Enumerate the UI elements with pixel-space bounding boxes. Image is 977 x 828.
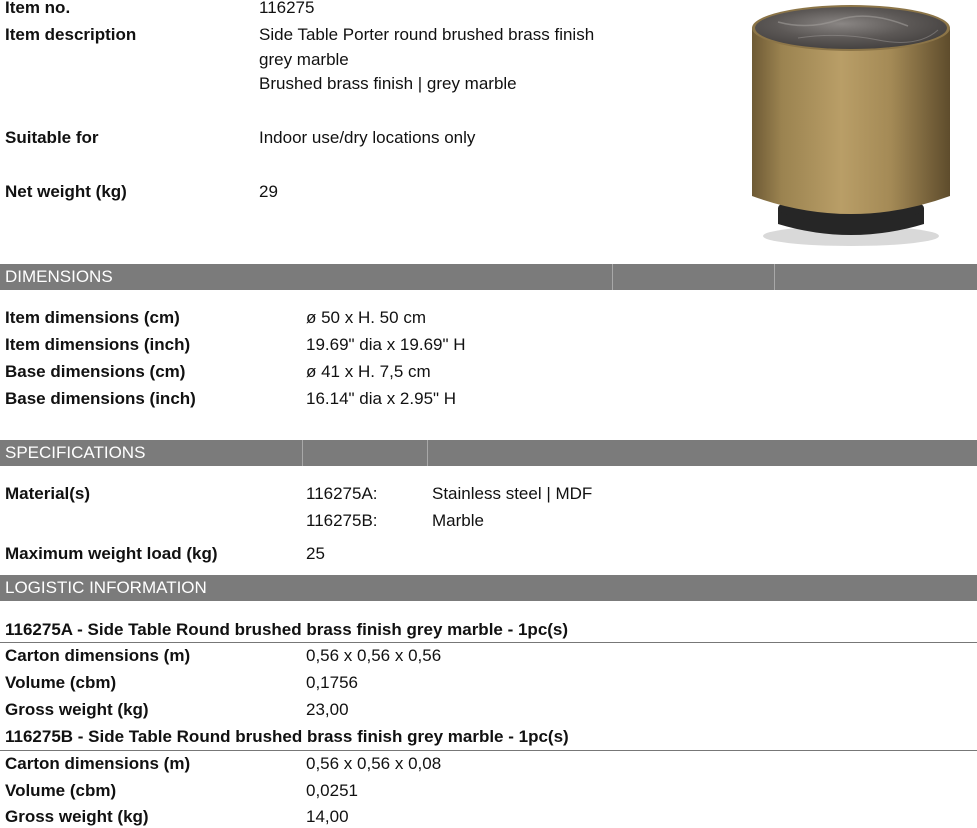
- specifications-header-label: SPECIFICATIONS: [5, 443, 146, 462]
- dimension-value: ø 41 x H. 7,5 cm: [306, 362, 431, 381]
- logistic-value: 0,1756: [306, 673, 358, 692]
- logistic-header-label: LOGISTIC INFORMATION: [5, 578, 207, 597]
- logistic-label: Volume (cbm): [5, 781, 117, 800]
- item-description-line: Brushed brass finish | grey marble: [259, 74, 517, 93]
- specifications-header: [0, 440, 977, 466]
- item-description-line: grey marble: [259, 50, 349, 69]
- material-code: 116275B:: [306, 511, 378, 530]
- logistic-value: 0,0251: [306, 781, 358, 800]
- dimension-label: Item dimensions (cm): [5, 308, 180, 327]
- dimension-label: Base dimensions (inch): [5, 389, 196, 408]
- package-rule: [0, 750, 977, 751]
- logistic-value: 0,56 x 0,56 x 0,56: [306, 646, 442, 665]
- package-title: 116275A - Side Table Round brushed brass finish grey marble - 1pc(s): [5, 620, 569, 639]
- item-description-label: Item description: [5, 25, 137, 44]
- logistic-value: 0,56 x 0,56 x 0,08: [306, 754, 442, 773]
- dimension-value: ø 50 x H. 50 cm: [306, 308, 426, 327]
- product-brass-body: [752, 28, 950, 214]
- logistic-label: Carton dimensions (m): [5, 646, 191, 665]
- logistic-value: 23,00: [306, 700, 349, 719]
- item-no-label: Item no.: [5, 0, 71, 17]
- net-weight-value: 29: [259, 182, 278, 201]
- max-load-label: Maximum weight load (kg): [5, 544, 218, 563]
- dimension-value: 19.69" dia x 19.69" H: [306, 335, 466, 354]
- logistic-label: Volume (cbm): [5, 673, 117, 692]
- net-weight-label: Net weight (kg): [5, 182, 127, 201]
- dimension-value: 16.14" dia x 2.95" H: [306, 389, 457, 408]
- item-no-value: 116275: [259, 0, 315, 17]
- product-image: [748, 0, 954, 252]
- material-value: Marble: [432, 511, 484, 530]
- materials-label: Material(s): [5, 484, 91, 503]
- dimensions-header: [0, 264, 977, 290]
- max-load-value: 25: [306, 544, 325, 563]
- header-divider: [774, 264, 775, 290]
- header-divider: [427, 440, 428, 466]
- suitable-for-label: Suitable for: [5, 128, 99, 147]
- dimension-label: Item dimensions (inch): [5, 335, 191, 354]
- package-title: 116275B - Side Table Round brushed brass finish grey marble - 1pc(s): [5, 727, 569, 746]
- dimension-label: Base dimensions (cm): [5, 362, 186, 381]
- product-marble-top: [755, 7, 947, 49]
- logistic-label: Gross weight (kg): [5, 700, 149, 719]
- logistic-value: 14,00: [306, 807, 349, 826]
- logistic-label: Carton dimensions (m): [5, 754, 191, 773]
- suitable-for-value: Indoor use/dry locations only: [259, 128, 476, 147]
- header-divider: [302, 440, 303, 466]
- package-rule: [0, 642, 977, 643]
- logistic-header: [0, 575, 977, 601]
- item-description-line: Side Table Porter round brushed brass finish: [259, 25, 595, 44]
- dimensions-header-label: DIMENSIONS: [5, 267, 113, 286]
- material-code: 116275A:: [306, 484, 378, 503]
- logistic-label: Gross weight (kg): [5, 807, 149, 826]
- material-value: Stainless steel | MDF: [432, 484, 593, 503]
- header-divider: [612, 264, 613, 290]
